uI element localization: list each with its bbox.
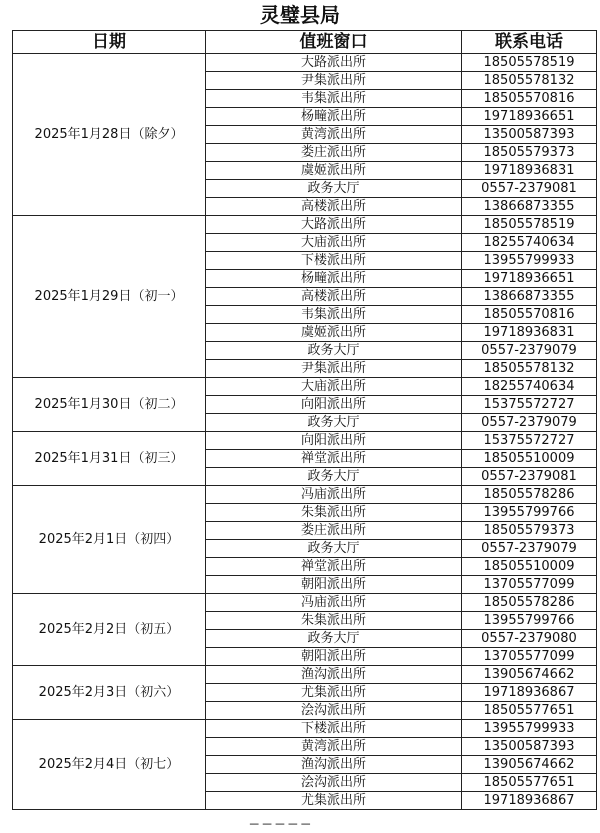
phone-cell: 18505570816: [462, 90, 597, 108]
table-header-row: [13, 31, 597, 54]
date-cell: 2025年2月4日（初七）: [13, 720, 206, 810]
duty-window-cell: 浍沟派出所: [206, 702, 462, 720]
duty-window-cell: 大庙派出所: [206, 378, 462, 396]
phone-cell: 18505510009: [462, 558, 597, 576]
date-cell: 2025年1月29日（初一）: [13, 216, 206, 378]
phone-cell: 18505579373: [462, 144, 597, 162]
phone-cell: 0557-2379081: [462, 468, 597, 486]
duty-window-cell: 渔沟派出所: [206, 756, 462, 774]
duty-window-cell: 下楼派出所: [206, 720, 462, 738]
phone-cell: 18505578286: [462, 594, 597, 612]
phone-cell: 0557-2379081: [462, 180, 597, 198]
phone-cell: 19718936831: [462, 324, 597, 342]
duty-schedule-table: [12, 30, 597, 810]
duty-window-cell: 政务大厅: [206, 540, 462, 558]
table-row: [13, 666, 597, 684]
duty-window-cell: 政务大厅: [206, 468, 462, 486]
duty-window-cell: 黄湾派出所: [206, 126, 462, 144]
table-row: [13, 378, 597, 396]
duty-window-cell: 冯庙派出所: [206, 594, 462, 612]
phone-cell: 0557-2379079: [462, 540, 597, 558]
phone-cell: 0557-2379079: [462, 342, 597, 360]
duty-window-cell: 尤集派出所: [206, 684, 462, 702]
phone-cell: 13705577099: [462, 576, 597, 594]
duty-window-cell: 禅堂派出所: [206, 558, 462, 576]
phone-cell: 18505577651: [462, 702, 597, 720]
duty-window-cell: 尹集派出所: [206, 72, 462, 90]
duty-window-cell: 禅堂派出所: [206, 450, 462, 468]
phone-cell: 18505570816: [462, 306, 597, 324]
duty-window-cell: 大路派出所: [206, 216, 462, 234]
duty-window-cell: 向阳派出所: [206, 396, 462, 414]
date-cell: 2025年1月31日（初三）: [13, 432, 206, 486]
duty-window-cell: 韦集派出所: [206, 90, 462, 108]
table-row: [13, 432, 597, 450]
table-row: [13, 54, 597, 72]
duty-window-cell: 尤集派出所: [206, 792, 462, 810]
table-row: [13, 720, 597, 738]
duty-window-cell: 冯庙派出所: [206, 486, 462, 504]
date-cell: 2025年2月3日（初六）: [13, 666, 206, 720]
table-row: [13, 486, 597, 504]
duty-window-cell: 高楼派出所: [206, 198, 462, 216]
header-phone: 联系电话: [462, 31, 597, 54]
duty-window-cell: 浍沟派出所: [206, 774, 462, 792]
phone-cell: 18505578519: [462, 216, 597, 234]
header-duty-window: 值班窗口: [206, 31, 462, 54]
duty-window-cell: 虞姬派出所: [206, 324, 462, 342]
phone-cell: 18505579373: [462, 522, 597, 540]
phone-cell: 13905674662: [462, 756, 597, 774]
duty-window-cell: 杨疃派出所: [206, 270, 462, 288]
phone-cell: 19718936651: [462, 270, 597, 288]
duty-window-cell: 渔沟派出所: [206, 666, 462, 684]
phone-cell: 19718936651: [462, 108, 597, 126]
phone-cell: 18505578132: [462, 72, 597, 90]
duty-window-cell: 下楼派出所: [206, 252, 462, 270]
phone-cell: 13955799766: [462, 504, 597, 522]
phone-cell: 13705577099: [462, 648, 597, 666]
duty-window-cell: 大庙派出所: [206, 234, 462, 252]
phone-cell: 0557-2379079: [462, 414, 597, 432]
duty-window-cell: 尹集派出所: [206, 360, 462, 378]
duty-window-cell: 黄湾派出所: [206, 738, 462, 756]
table-row: [13, 594, 597, 612]
table-row: [13, 216, 597, 234]
duty-window-cell: 杨疃派出所: [206, 108, 462, 126]
duty-window-cell: 虞姬派出所: [206, 162, 462, 180]
date-cell: 2025年1月28日（除夕）: [13, 54, 206, 216]
date-cell: 2025年2月1日（初四）: [13, 486, 206, 594]
duty-window-cell: 朝阳派出所: [206, 576, 462, 594]
phone-cell: 13955799766: [462, 612, 597, 630]
phone-cell: 13866873355: [462, 198, 597, 216]
phone-cell: 13905674662: [462, 666, 597, 684]
phone-cell: 19718936867: [462, 684, 597, 702]
phone-cell: 18255740634: [462, 378, 597, 396]
phone-cell: 18255740634: [462, 234, 597, 252]
phone-cell: 13866873355: [462, 288, 597, 306]
table-body: [13, 54, 597, 810]
date-cell: 2025年1月30日（初二）: [13, 378, 206, 432]
duty-window-cell: 朱集派出所: [206, 612, 462, 630]
duty-window-cell: 政务大厅: [206, 630, 462, 648]
duty-window-cell: 朝阳派出所: [206, 648, 462, 666]
date-cell: 2025年2月2日（初五）: [13, 594, 206, 666]
duty-window-cell: 韦集派出所: [206, 306, 462, 324]
duty-window-cell: 娄庄派出所: [206, 522, 462, 540]
duty-window-cell: 政务大厅: [206, 414, 462, 432]
duty-window-cell: 大路派出所: [206, 54, 462, 72]
duty-window-cell: 向阳派出所: [206, 432, 462, 450]
cut-off-text-fragment: ─ ─ ─ ─ ─: [250, 817, 310, 833]
header-date: 日期: [13, 31, 206, 54]
duty-window-cell: 娄庄派出所: [206, 144, 462, 162]
phone-cell: 18505510009: [462, 450, 597, 468]
phone-cell: 13500587393: [462, 738, 597, 756]
phone-cell: 13955799933: [462, 252, 597, 270]
phone-cell: 18505578132: [462, 360, 597, 378]
phone-cell: 13500587393: [462, 126, 597, 144]
phone-cell: 13955799933: [462, 720, 597, 738]
duty-window-cell: 政务大厅: [206, 180, 462, 198]
phone-cell: 19718936867: [462, 792, 597, 810]
phone-cell: 19718936831: [462, 162, 597, 180]
phone-cell: 18505578519: [462, 54, 597, 72]
duty-window-cell: 高楼派出所: [206, 288, 462, 306]
duty-window-cell: 政务大厅: [206, 342, 462, 360]
duty-window-cell: 朱集派出所: [206, 504, 462, 522]
phone-cell: 18505577651: [462, 774, 597, 792]
phone-cell: 15375572727: [462, 396, 597, 414]
page-title: 灵璧县局: [260, 3, 340, 27]
phone-cell: 15375572727: [462, 432, 597, 450]
phone-cell: 18505578286: [462, 486, 597, 504]
phone-cell: 0557-2379080: [462, 630, 597, 648]
